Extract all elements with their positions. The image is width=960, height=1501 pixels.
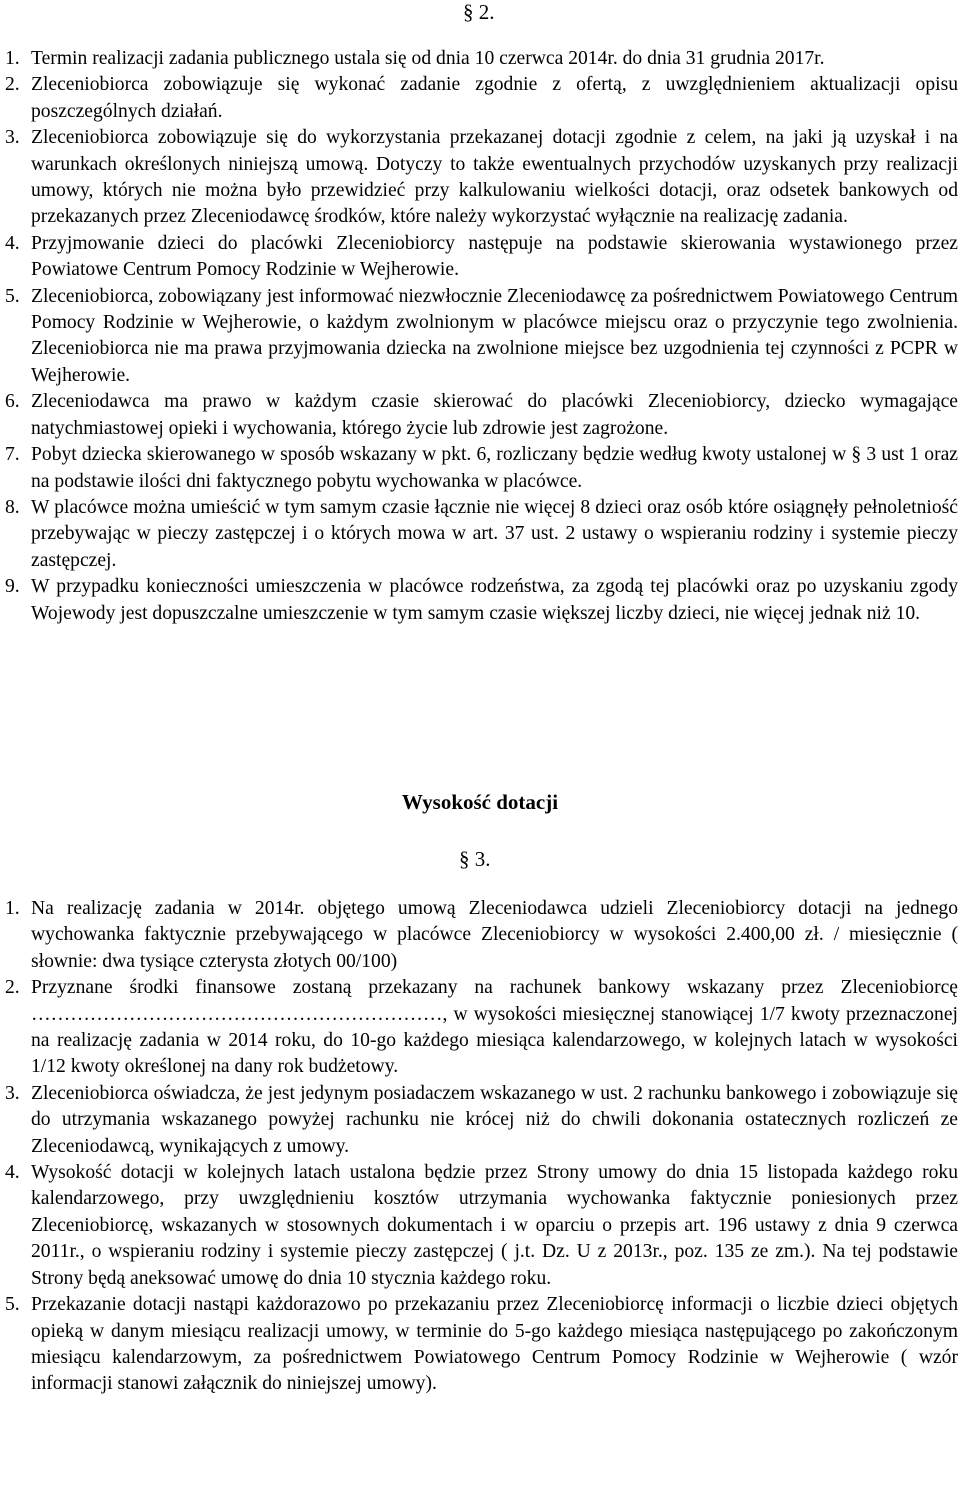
- item-number: 8.: [5, 496, 20, 518]
- item-text: Termin realizacji zadania publicznego ustala się od dnia 10 czerwca 2014r. do dnia 31 grudnia 2017r.: [31, 48, 825, 69]
- item-text: Przyznane środki finansowe zostaną przekazany na rachunek bankowy wskazany przez Zleceniobiorcę ………………………………………………………, w wysokości miesięcznej stanowiącej 1/7 kwoty przeznaczonej na realizację zadania w 2014 roku, do 10-go każdego miesiąca kalendarzowego, w kolejnych latach w wysokości 1/12 kwoty określonej na dany rok budżetowy.: [31, 977, 958, 1078]
- item-number: 4.: [5, 1162, 20, 1184]
- section-2-clauses: [0, 46, 960, 627]
- list-item: [0, 574, 960, 627]
- section-heading: Wysokość dotacji: [401, 790, 559, 814]
- item-number: 3.: [5, 1082, 20, 1104]
- item-text: Zleceniobiorca oświadcza, że jest jedynym posiadaczem wskazanego w ust. 2 rachunku bankowego i zobowiązuje się do utrzymania wskazanego powyżej rachunku nie krócej niż do chwili dokonania ostatecznych rozliczeń ze Zleceniodawcą, wynikających z umowy.: [31, 1082, 958, 1157]
- item-number: 2.: [5, 74, 20, 96]
- item-number: 1.: [5, 48, 20, 69]
- item-text: Na realizację zadania w 2014r. objętego umową Zleceniodawca udzieli Zleceniobiorcy dotacji na jednego wychowanka faktycznie przebywającego w placówce Zleceniobiorcy w wysokości 2.400,00 zł. / miesięcznie ( słownie: dwa tysiące czterysta złotych 00/100): [31, 898, 958, 972]
- item-text: Przekazanie dotacji nastąpi każdorazowo po przekazaniu przez Zleceniobiorcę informacji o liczbie dzieci objętych opieką w danym miesiącu realizacji umowy, w terminie do 5-go każdego miesiąca następującego po zakończonym miesiącu kalendarzowym, za pośrednictwem Powiatowego Centrum Pomocy Rodzinie w Wejherowie ( wzór informacji stanowi załącznik do niniejszej umowy).: [31, 1294, 958, 1395]
- item-text: Wysokość dotacji w kolejnych latach ustalona będzie przez Strony umowy do dnia 15 listopada każdego roku kalendarzowego, przy uwzględnieniu kosztów utrzymania wychowanka faktycznie poniesionych przez Zleceniobiorcę, wskazanych w stosownych dokumentach i w oparciu o przepis art. 196 ustawy z dnia 9 czerwca 2011r., o wspieraniu rodziny i systemie pieczy zastępczej ( j.t. Dz. U z 2013r., poz. 135 ze zm.). Na tej podstawie Strony będą aneksować umowę do dnia 10 stycznia każdego roku.: [31, 1162, 958, 1289]
- item-number: 5.: [5, 1294, 20, 1316]
- list-item: [0, 1292, 960, 1398]
- list-item: [0, 284, 960, 390]
- item-text: W przypadku konieczności umieszczenia w placówce rodzeństwa, za zgodą tej placówki oraz po uzyskaniu zgody Wojewody jest dopuszczalne umieszczenie w tym samym czasie większej liczby dzieci, nie więcej jednak niż 10.: [31, 576, 958, 624]
- section-2-symbol: § 2.: [463, 0, 495, 24]
- item-number: 1.: [5, 898, 20, 919]
- item-text: Zleceniobiorca, zobowiązany jest informować niezwłocznie Zleceniodawcę za pośrednictwem Powiatowego Centrum Pomocy Rodzinie w Wejherowie, o każdym zwolnionym w placówce miejscu oraz o przyczynie tego zwolnienia. Zleceniobiorca nie ma prawa przyjmowania dziecka na zwolnione miejsce bez uzgodnienia tej czynności z PCPR w Wejherowie.: [31, 285, 958, 386]
- list-item: [0, 1160, 960, 1292]
- item-text: Przyjmowanie dzieci do placówki Zleceniobiorcy następuje na podstawie skierowania wystawionego przez Powiatowe Centrum Pomocy Rodzinie w Wejherowie.: [31, 232, 958, 281]
- list-item: [0, 125, 960, 231]
- list-item: [0, 389, 960, 442]
- item-number: 7.: [5, 444, 20, 466]
- item-text: Zleceniobiorca zobowiązuje się wykonać zadanie zgodnie z ofertą, z uwzględnieniem aktualizacji opisu poszczególnych działań.: [31, 74, 958, 122]
- item-number: 6.: [5, 391, 20, 413]
- list-item: [0, 46, 960, 72]
- section-3-symbol: § 3.: [459, 847, 491, 871]
- list-item: [0, 1081, 960, 1160]
- section-3-clauses: [0, 896, 960, 1398]
- item-number: 5.: [5, 285, 20, 307]
- item-text: W placówce można umieścić w tym samym czasie łącznie nie więcej 8 dzieci oraz osób które osiągnęły pełnoletniość przebywając w pieczy zastępczej i o których mowa w art. 37 ust. 2 ustawy o wspieraniu rodziny i systemie pieczy zastępczej.: [31, 496, 958, 571]
- item-text: Zleceniobiorca zobowiązuje się do wykorzystania przekazanej dotacji zgodnie z celem, na jaki ją uzyskał i na warunkach określonych niniejszą umową. Dotyczy to także ewentualnych przychodów uzyskanych przy realizacji umowy, których nie można było przewidzieć przy kalkulowaniu wielkości dotacji, oraz odsetek bankowych od przekazanych przez Zleceniodawcę środków, które należy wykorzystać wyłącznie na realizację zadania.: [31, 127, 958, 228]
- list-item: [0, 72, 960, 125]
- item-text: Zleceniodawca ma prawo w każdym czasie skierować do placówki Zleceniobiorcy, dziecko wymagające natychmiastowej opieki i wychowania, którego życie lub zdrowie jest zagrożone.: [31, 391, 958, 439]
- list-item: [0, 975, 960, 1081]
- item-text: Pobyt dziecka skierowanego w sposób wskazany w pkt. 6, rozliczany będzie według kwoty ustalonej w § 3 ust 1 oraz na podstawie ilości dni faktycznego pobytu wychowanka w placówce.: [31, 444, 958, 492]
- list-item: [0, 442, 960, 495]
- item-number: 3.: [5, 127, 20, 149]
- item-number: 2.: [5, 977, 20, 999]
- list-item: [0, 896, 960, 975]
- item-number: 4.: [5, 232, 20, 254]
- list-item: [0, 231, 960, 284]
- list-item: [0, 495, 960, 574]
- item-number: 9.: [5, 576, 20, 598]
